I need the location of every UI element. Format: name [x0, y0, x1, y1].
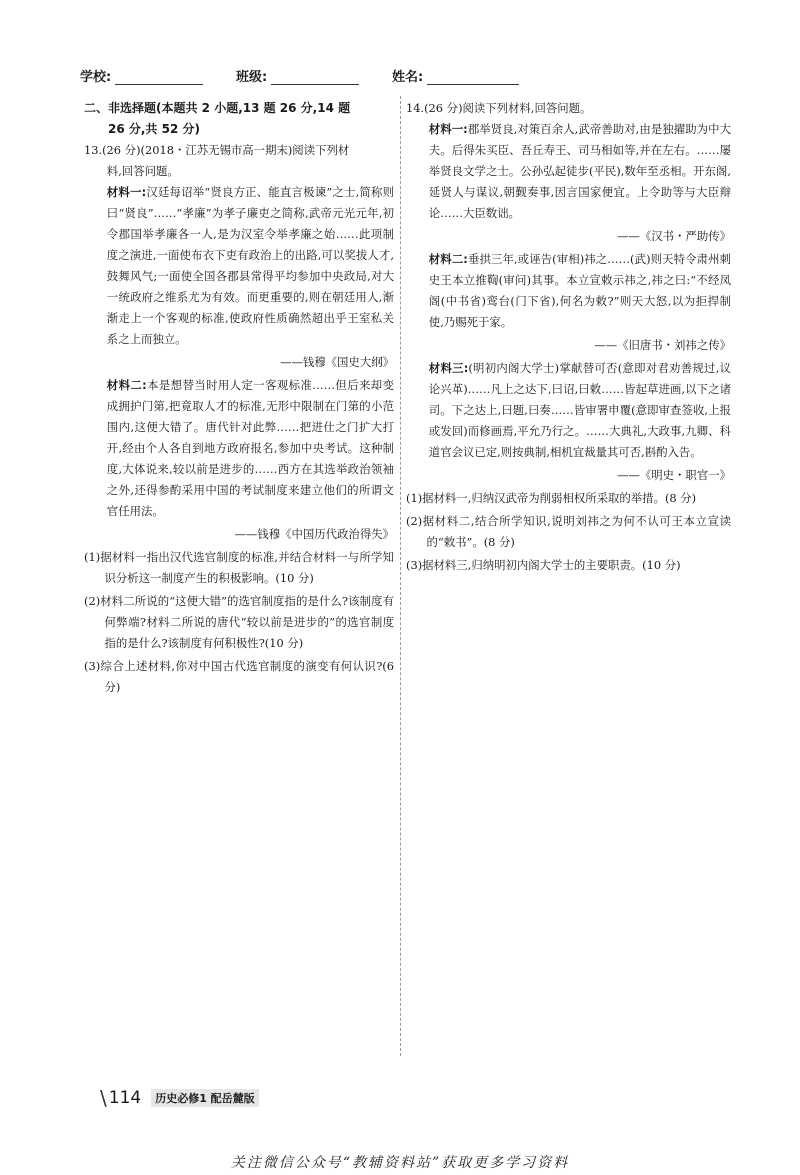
left-column	[84, 98, 394, 698]
source-citation: ——钱穆《中国历代政治得失》	[234, 527, 394, 541]
q14-subquestion-3: (3)据材料三,归纳明初内阁大学士的主要职责。(10 分)	[406, 558, 681, 572]
q13-material-2	[84, 375, 394, 522]
school-blank[interactable]	[115, 71, 203, 85]
class-blank[interactable]	[271, 71, 359, 85]
material-text: 本是想替当时用人定一客观标准……但后来却变成拥护门第,把竟取人才的标准,无形中限制在门第的小范围内,这便大错了。唐代针对此弊……把进仕之门扩大打开,经由个人各自到地方政府报名,参加中央考试。这种制度,大体说来,较以前是进步的……西方在其选举政治领袖之外,还得参酌采用中国的考试制度来建立他们的所谓文官任用法。	[106, 378, 394, 518]
school-field	[80, 66, 203, 85]
class-field	[236, 66, 359, 85]
q14-material-3	[406, 358, 731, 463]
school-label: 学校:	[80, 70, 112, 85]
material-label: 材料二:	[106, 378, 147, 392]
q13-subquestion-1: (1)据材料一指出汉代选官制度的标准,并结合材料一与所学知识分析这一制度产生的积极影响。(10 分)	[84, 550, 394, 585]
material-label: 材料一:	[106, 185, 147, 199]
header	[80, 66, 720, 86]
q14-material-2	[406, 249, 731, 333]
q14-material-1	[406, 119, 731, 224]
material-label: 材料二:	[428, 252, 468, 266]
material-label: 材料三:	[428, 361, 469, 375]
name-field	[392, 66, 519, 85]
q13-intro: 13.(26 分)(2018・江苏无锡市高一期末)阅读下列材	[84, 143, 350, 157]
q14-subquestion-1: (1)据材料一,归纳汉武帝为削弱相权所采取的举措。(8 分)	[406, 491, 697, 505]
source-citation: ——钱穆《国史大纲》	[280, 355, 394, 369]
source-citation: ——《汉书・严助传》	[617, 229, 731, 243]
class-label: 班级:	[236, 70, 268, 85]
bottom-note: 关注微信公众号“教辅资料站”获取更多学习资料	[230, 1155, 570, 1171]
q14-subquestion-2: (2)据材料二,结合所学知识,说明刘祎之为何不认可王本立宣读的“敕书”。(8 分)	[406, 514, 731, 549]
section-title-cont: 26 分,共 52 分)	[108, 122, 200, 136]
q14-intro: 14.(26 分)阅读下列材料,回答问题。	[406, 101, 592, 115]
footer-slash-mark: \	[100, 1086, 107, 1110]
name-label: 姓名:	[392, 70, 424, 85]
material-text: (明初内阁大学士)掌献替可否(意即对君劝善规过,议论兴革)……凡上之达下,曰诏,曰敕……皆起草进画,以下之诸司。下之达上,曰题,曰奏……皆审署申覆(意即审查签收,上报或发回)而修画焉,平允乃行之。……大典礼,大政事,九卿、科道官会议已定,则按典制,相机宜裁量其可否,斟酌入告。	[428, 361, 731, 459]
book-title: 历史必修1 配岳麓版	[151, 1089, 258, 1107]
page-number: 114	[108, 1088, 142, 1108]
name-blank[interactable]	[427, 71, 519, 85]
q13-material-1	[84, 182, 394, 350]
material-text: 垂拱三年,或诬告(审相)祎之……(武)则天特令肃州刺史王本立推鞫(审问)其事。本立宣敕示祎之,祎之曰:“不经凤阁(中书省)鸾台(门下省),何名为敕?”则天大怒,以为拒捍制使,乃赐死于家。	[428, 252, 731, 329]
column-divider	[400, 96, 401, 1056]
section-title: 二、非选择题(本题共 2 小题,13 题 26 分,14 题	[84, 101, 351, 115]
source-citation: ——《明史・职官一》	[617, 468, 731, 482]
q13-subquestion-2: (2)材料二所说的“这便大错”的选官制度指的是什么?该制度有何弊端?材料二所说的唐代“较以前是进步的”的选官制度指的是什么?该制度有何积极性?(10 分)	[84, 594, 394, 650]
page-footer	[100, 1088, 259, 1108]
q13-intro-cont: 料,回答问题。	[106, 164, 179, 178]
material-text: 汉廷每诏举“贤良方正、能直言极谏”之士,简称则曰“贤良”……“孝廉”为孝子廉吏之简称,武帝元光元年,初令郡国举孝廉各一人,是为汉室令举孝廉之始……此项制度之演进,一面使布衣下吏有政治上的出路,可以奖拔人才,鼓舞风气;一面使全国各郡县常得平均参加中央政局,对大一统政府之维系尤为有效。而更重要的,则在朝廷用人,渐渐走上一个客观的标准,使政府性质确然超出乎王室私关系之上而独立。	[106, 185, 394, 346]
material-text: 郡举贤良,对策百余人,武帝善助对,由是独擢助为中大夫。后得朱买臣、吾丘寿王、司马相如等,并在左右。……屡举贤良文学之士。公孙弘起徒步(平民),数年至丞相。开东阁,延贤人与谋议,朝觐奏事,因言国家便宜。上令助等与大臣辩论……大臣数诎。	[428, 122, 731, 220]
right-column	[406, 98, 731, 576]
material-label: 材料一:	[428, 122, 468, 136]
q13-subquestion-3: (3)综合上述材料,你对中国古代选官制度的演变有何认识?(6 分)	[84, 659, 394, 694]
source-citation: ——《旧唐书・刘祎之传》	[594, 338, 731, 352]
